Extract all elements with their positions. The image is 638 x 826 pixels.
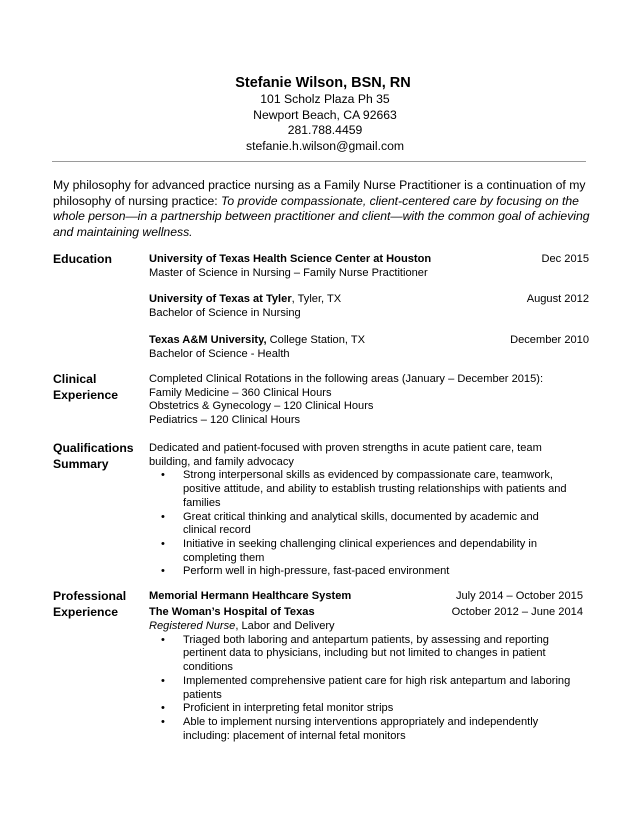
professional-label-line-2: Experience <box>53 604 119 619</box>
professional-experience-section <box>149 589 583 743</box>
school-location: , Tyler, TX <box>291 293 342 306</box>
clinical-rotation: Obstetrics & Gynecology – 120 Clinical Hours <box>149 400 374 413</box>
bullet-icon: • <box>161 469 165 482</box>
list-item <box>149 469 569 510</box>
employment-dates: October 2012 – June 2014 <box>451 605 583 618</box>
phone-number: 281.788.4459 <box>287 123 363 137</box>
bullet-icon: • <box>161 537 165 550</box>
employer-name: Memorial Hermann Healthcare System <box>149 590 352 602</box>
list-item <box>149 634 583 675</box>
employment-dates: July 2014 – October 2015 <box>455 590 583 602</box>
graduation-date: December 2010 <box>510 333 589 346</box>
candidate-name: Stefanie Wilson, BSN, RN <box>235 75 411 91</box>
job-title-department: , Labor and Delivery <box>235 620 335 632</box>
degree: Bachelor of Science in Nursing <box>149 307 301 320</box>
bullet-icon: • <box>161 674 165 687</box>
list-item-text: Triaged both laboring and antepartum patients, by assessing and reporting pertinent data to physicians, including but not limited to changes in patient conditions <box>183 633 549 674</box>
clinical-experience-section <box>149 373 589 428</box>
clinical-rotation: Family Medicine – 360 Clinical Hours <box>149 386 332 399</box>
list-item-text: Proficient in interpreting fetal monitor strips <box>183 702 394 715</box>
list-item <box>149 511 569 538</box>
list-item-text: Strong interpersonal skills as evidenced by compassionate care, teamwork, positive attitude, and ability to establish trusting relationships with patients and families <box>183 469 567 509</box>
professional-experience-label <box>53 589 145 620</box>
graduation-date: Dec 2015 <box>541 253 589 265</box>
clinical-label-line-1: Clinical <box>53 372 97 386</box>
bullet-icon: • <box>161 702 165 715</box>
list-item-text: Perform well in high-pressure, fast-paced environment <box>183 565 450 578</box>
qualifications-label-line-1: Qualifications <box>53 441 134 455</box>
header-divider <box>52 161 586 162</box>
job-title-italic: Registered Nurse <box>149 620 236 632</box>
philosophy-statement <box>53 178 593 240</box>
education-label: Education <box>53 252 112 266</box>
school-location: College Station, TX <box>266 333 366 346</box>
degree: Bachelor of Science - Health <box>149 347 290 360</box>
bullet-icon: • <box>161 715 165 728</box>
address-line-1: 101 Scholz Plaza Ph 35 <box>260 92 390 106</box>
graduation-date: August 2012 <box>526 293 589 306</box>
education-section <box>149 253 589 361</box>
qualifications-list <box>149 469 569 579</box>
list-item <box>149 675 583 702</box>
professional-label-line-1: Professional <box>53 589 127 603</box>
education-entry <box>149 293 589 320</box>
list-item <box>149 538 569 565</box>
degree: Master of Science in Nursing – Family Nurse Practitioner <box>149 266 428 279</box>
qualifications-label-line-2: Summary <box>53 456 109 471</box>
bullet-icon: • <box>161 633 165 646</box>
bullet-icon: • <box>161 510 165 523</box>
education-entry <box>149 253 589 280</box>
list-item <box>149 702 583 716</box>
philosophy-italic-text: To provide compassionate, client-centered care by focusing on the whole person—in a partnership between practitioner and client—with the common goal of achieving and maintaining wellness. <box>53 193 590 239</box>
clinical-experience-label <box>53 372 145 403</box>
email-address: stefanie.h.wilson@gmail.com <box>245 138 404 153</box>
school-name: University of Texas Health Science Center at Houston <box>149 253 432 265</box>
list-item-text: Implemented comprehensive patient care for high risk antepartum and laboring patients <box>183 674 571 701</box>
list-item <box>149 716 583 743</box>
clinical-intro: Completed Clinical Rotations in the following areas (January – December 2015): <box>149 373 544 385</box>
list-item-text: Able to implement nursing interventions appropriately and independently including: placement of internal fetal monitors <box>183 715 539 742</box>
list-item <box>149 565 569 579</box>
resume-header <box>0 74 638 154</box>
qualifications-summary-label <box>53 441 145 472</box>
qualifications-summary-section <box>149 442 569 579</box>
school-name: University of Texas at Tyler <box>149 293 292 306</box>
bullet-icon: • <box>161 565 165 578</box>
education-entry <box>149 334 589 361</box>
school-name: Texas A&M University, <box>149 333 267 346</box>
duties-list <box>149 634 583 744</box>
job-title <box>149 620 583 634</box>
qualifications-intro: Dedicated and patient-focused with proven strengths in acute patient care, team building, and family advocacy <box>149 442 542 468</box>
list-item-text: Initiative in seeking challenging clinical experiences and dependability in completing them <box>183 537 537 564</box>
employer-name: The Woman’s Hospital of Texas <box>149 605 315 618</box>
clinical-rotation: Pediatrics – 120 Clinical Hours <box>149 414 301 427</box>
philosophy-text: My philosophy for advanced practice nursing as a Family Nurse Practitioner is a continuation of my philosophy of nursing practice: <box>53 178 586 208</box>
clinical-label-line-2: Experience <box>53 387 119 402</box>
address-line-2: Newport Beach, CA 92663 <box>253 107 397 122</box>
list-item-text: Great critical thinking and analytical skills, documented by academic and clinical record <box>183 510 539 537</box>
